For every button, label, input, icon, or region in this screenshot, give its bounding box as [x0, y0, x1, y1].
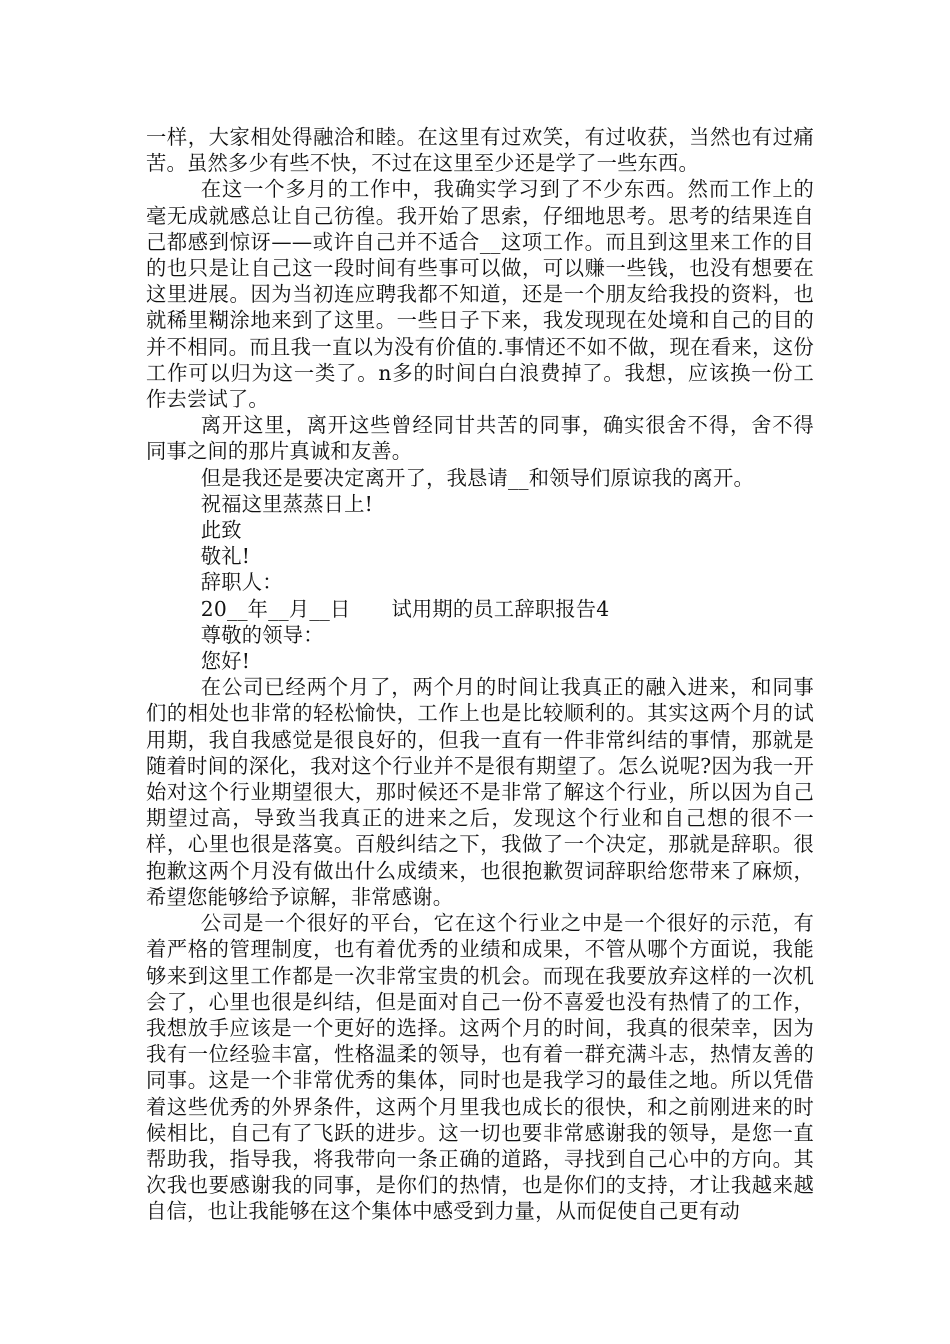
paragraph-leaving-colleagues: 离开这里，离开这些曾经同甘共苦的同事，确实很舍不得，舍不得同事之间的那片真诚和友善。: [146, 413, 814, 464]
date-and-next-title: 20__年__月__日 试用期的员工辞职报告4: [200, 596, 610, 621]
paragraph-two-months: 在公司已经两个月了，两个月的时间让我真正的融入进来，和同事们的相处也非常的轻松愉快，工作上也是比较顺利的。其实这两个月的试用期，我自我感觉是很良好的，但我一直有一件非常纠结的事情，那就是随着时间的深化，我对这个行业并不是很有期望了。怎么说呢?因为我一开始对这个行业期望很大，那时候还不是非常了解这个行业，所以因为自己期望过高，导致当我真正的进来之后，发现这个行业和自己想的很不一样，心里也很是落寞。百般纠结之下，我做了一个决定，那就是辞职。很抱歉这两个月没有做出什么成绩来，也很抱歉贺词辞职给您带来了麻烦，希望您能够给予谅解，非常感谢。: [146, 675, 814, 909]
signature-line: 辞职人：: [200, 570, 283, 595]
paragraph-work-reflection: 在这一个多月的工作中，我确实学习到了不少东西。然而工作上的毫无成就感总让自己彷徨。我开始了思索，仔细地思考。思考的结果连自己都感到惊讶——或许自己并不适合__这项工作。而且到这里来工作的目的也只是让自己这一段时间有些事可以做，可以赚一些钱，也没有想要在这里进展。因为当初连应聘我都不知道，还是一个朋友给我投的资料，也就稀里糊涂地来到了这里。一些日子下来，我发现现在处境和自己的目的并不相同。而且我一直以为没有价值的.事情还不如不做，现在看来，这份工作可以归为这一类了。n多的时间白白浪费掉了。我想，应该换一份工作去尝试了。: [146, 177, 814, 412]
greeting-hello: 您好!: [200, 649, 251, 674]
closing-salutation: 此致: [200, 518, 242, 543]
paragraph-decision: 但是我还是要决定离开了，我恳请__和领导们原谅我的离开。: [200, 465, 754, 490]
greeting-recipient: 尊敬的领导：: [200, 622, 324, 647]
closing-regards: 敬礼!: [200, 544, 251, 569]
paragraph-blessing: 祝福这里蒸蒸日上!: [200, 491, 373, 516]
document-page: [146, 124, 814, 1225]
paragraph-company-platform: 公司是一个很好的平台，它在这个行业之中是一个很好的示范，有着严格的管理制度，也有着优秀的业绩和成果，不管从哪个方面说，我能够来到这里工作都是一次非常宝贵的机会。而现在我要放弃这样的一次机会了，心里也很是纠结，但是面对自己一份不喜爱也没有热情了的工作，我想放手应该是一个更好的选择。这两个月的时间，我真的很荣幸，因为我有一位经验丰富，性格温柔的领导，也有着一群充满斗志，热情友善的同事。这是一个非常优秀的集体，同时也是我学习的最佳之地。所以凭借着这些优秀的外界条件，这两个月里我也成长的很快，和之前刚进来的时候相比，自己有了飞跃的进步。这一切也要非常感谢我的领导，是您一直帮助我，指导我，将我带向一条正确的道路，寻找到自己心中的方向。其次我也要感谢我的同事，是你们的热情，也是你们的支持，才让我越来越自信，也让我能够在这个集体中感受到力量，从而促使自己更有动: [146, 911, 814, 1224]
paragraph-intro-continuation: 一样，大家相处得融洽和睦。在这里有过欢笑，有过收获，当然也有过痛苦。虽然多少有些不快，不过在这里至少还是学了一些东西。: [146, 125, 814, 176]
